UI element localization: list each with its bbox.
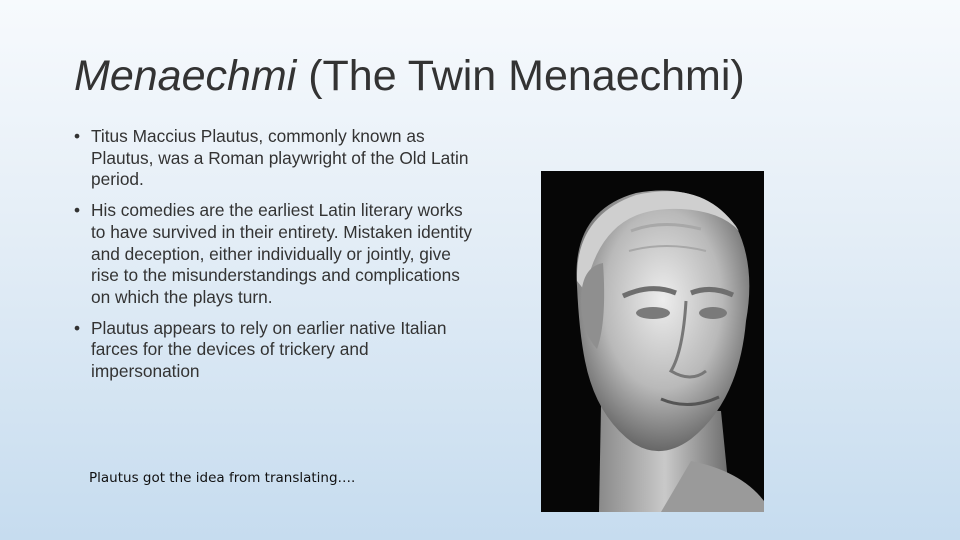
bullet-dot-icon: • [74, 317, 81, 338]
bullet-dot-icon: • [74, 126, 81, 146]
portrait-bust-image [541, 171, 764, 512]
slide-title [74, 52, 745, 101]
title-italic-part: Menaechmi [74, 52, 297, 100]
bullet-text: Plautus appears to rely on earlier native Italian farces for the devices of trickery and impersonation [91, 317, 447, 382]
bust-illustration [541, 171, 764, 512]
title-rest: (The Twin Menaechmi) [296, 52, 745, 100]
bullet-text: His comedies are the earliest Latin literary works to have survived in their entirety. Mistaken identity and deception, either individually or jointly, give rise to the misunderstandings and complications on which the plays turn. [91, 200, 473, 307]
bullet-list [74, 126, 474, 392]
footnote-text: Plautus got the idea from translating…. [89, 470, 356, 486]
bullet-item [74, 200, 474, 309]
bullet-item [74, 126, 474, 191]
bullet-text: Titus Maccius Plautus, commonly known as Plautus, was a Roman playwright of the Old Latin period. [91, 126, 469, 190]
bullet-item [74, 318, 474, 383]
bullet-dot-icon: • [74, 200, 81, 221]
